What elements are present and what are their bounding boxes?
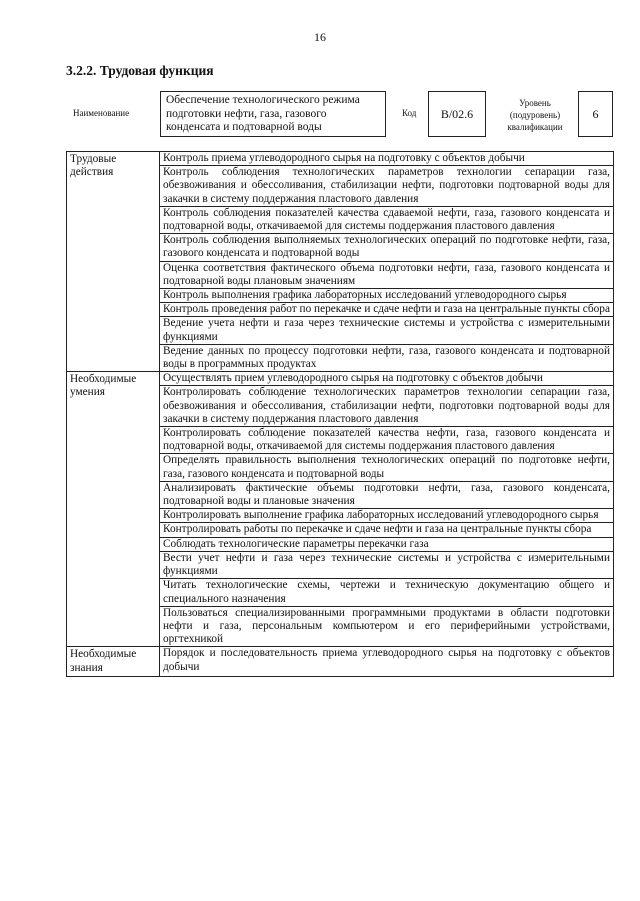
required-skills-item: Контролировать работы по перекачке и сдаче нефти и газа на центральные пункты сбора	[160, 523, 614, 537]
required-skills-item: Контролировать соблюдение технологических параметров технологии сепарации газа, обезвоживания и обессоливания, стабилизации нефти, подготовки подтоварной воды для закачки в систему поддержания пластового давления	[160, 386, 614, 427]
labor-actions-item: Контроль выполнения графика лабораторных исследований углеводородного сырья	[160, 289, 614, 303]
required-skills-item: Определять правильность выполнения технологических операций по подготовке нефти, газа, газового конденсата и подтоварной воды	[160, 454, 614, 481]
name-label: Наименование	[73, 108, 130, 118]
function-table	[66, 151, 614, 677]
table-row	[67, 152, 614, 166]
function-header	[66, 91, 613, 139]
labor-actions-item: Контроль проведения работ по перекачке и сдаче нефти и газа на центральные пункты сбора	[160, 303, 614, 317]
labor-actions-item: Ведение учета нефти и газа через технические системы и устройства с измерительными функциями	[160, 317, 614, 344]
required-skills-item: Соблюдать технологические параметры перекачки газа	[160, 537, 614, 551]
required-skills-item: Читать технологические схемы, чертежи и техническую документацию общего и специального назначения	[160, 579, 614, 606]
section-title: 3.2.2. Трудовая функция	[66, 63, 214, 78]
function-table-body	[67, 152, 614, 677]
required-skills-item: Контролировать соблюдение показателей качества нефти, газа, газового конденсата и подтоварной воды, откачиваемой для системы поддержания пластового давления	[160, 427, 614, 454]
code-label: Код	[402, 108, 417, 118]
required-skills-item: Осуществлять прием углеводородного сырья на подготовку с объектов добычи	[160, 372, 614, 386]
labor-actions-item: Оценка соответствия фактического объема подготовки нефти, газа, газового конденсата и подтоварной воды плановым значениям	[160, 261, 614, 288]
labor-actions-item: Контроль соблюдения технологических параметров технологии сепарации газа, обезвоживания и обессоливания, стабилизации нефти, подготовки подтоварной воды для закачки в систему поддержания пластового давления	[160, 166, 614, 207]
qualification-level-label: Уровень (подуровень) квалификации	[507, 98, 563, 132]
required-skills-label: Необходимые умения	[67, 372, 160, 647]
labor-actions-item: Контроль соблюдения выполняемых технологических операций по подготовке нефти, газа, газового конденсата и подтоварной воды	[160, 234, 614, 261]
required-skills-item: Контролировать выполнение графика лабораторных исследований углеводородного сырья	[160, 509, 614, 523]
function-code-box: B/02.6	[428, 91, 486, 137]
required-knowledge-label: Необходимые знания	[67, 647, 160, 676]
function-name-box: Обеспечение технологического режима подготовки нефти, газа, газового конденсата и подтоварной воды	[160, 91, 386, 137]
required-skills-item: Вести учет нефти и газа через технические системы и устройства с измерительными функциями	[160, 551, 614, 578]
required-skills-item: Пользоваться специализированными программными продуктами в области подготовки нефти и газа, персональным компьютером и его периферийными устройствами, оргтехникой	[160, 606, 614, 647]
table-row	[67, 647, 614, 676]
labor-actions-item: Контроль приема углеводородного сырья на подготовку с объектов добычи	[160, 152, 614, 166]
labor-actions-label: Трудовые действия	[67, 152, 160, 372]
page-number: 16	[314, 30, 326, 44]
table-row	[67, 372, 614, 386]
qualification-level-box: 6	[578, 91, 613, 137]
labor-actions-item: Ведение данных по процессу подготовки нефти, газа, газового конденсата и подтоварной воды в программных продуктах	[160, 344, 614, 371]
labor-actions-item: Контроль соблюдения показателей качества сдаваемой нефти, газа, газового конденсата и подтоварной воды, откачиваемой для системы поддержания пластового давления	[160, 206, 614, 233]
required-knowledge-item: Порядок и последовательность приема углеводородного сырья на подготовку с объектов добычи	[160, 647, 614, 676]
required-skills-item: Анализировать фактические объемы подготовки нефти, газа, газового конденсата, подтоварной воды и плановые значения	[160, 481, 614, 508]
